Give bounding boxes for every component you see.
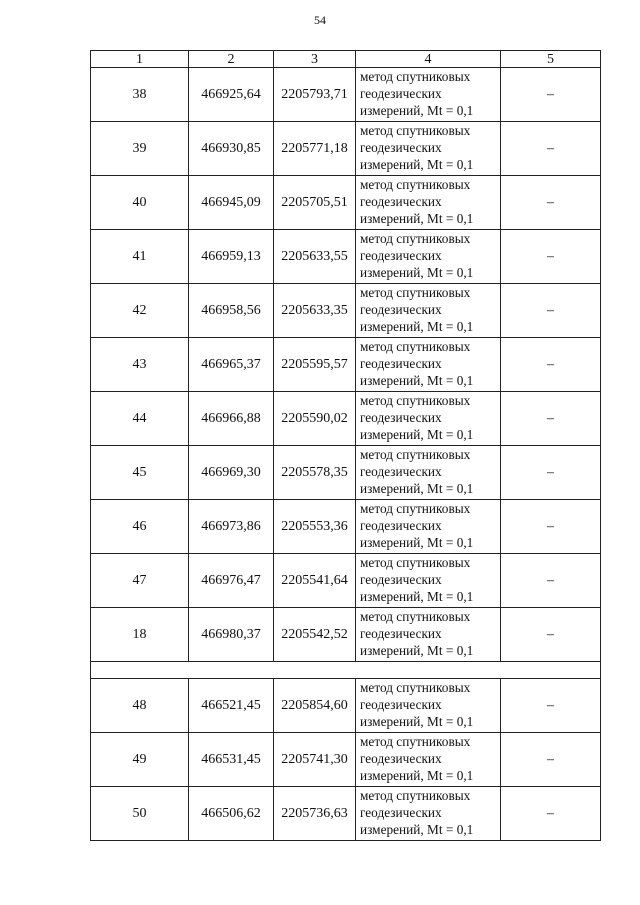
note-cell: – [501,554,601,608]
y-coordinate-cell: 2205633,35 [274,284,356,338]
column-header-4: 4 [356,51,501,68]
table-row [91,230,601,284]
y-coordinate-cell: 2205633,55 [274,230,356,284]
method-line: измерений, Mt = 0,1 [360,102,474,118]
method-cell [356,230,501,284]
x-coordinate-cell: 466958,56 [189,284,274,338]
method-line: метод спутниковых [360,69,471,84]
point-number-cell: 50 [91,787,189,841]
method-line: геодезических [360,139,442,155]
note-cell: – [501,392,601,446]
method-line: геодезических [360,301,442,317]
note-cell: – [501,787,601,841]
method-line: метод спутниковых [360,788,471,803]
table-row [91,68,601,122]
y-coordinate-cell: 2205854,60 [274,679,356,733]
note-cell: – [501,176,601,230]
method-line: метод спутниковых [360,680,471,695]
point-number-cell: 41 [91,230,189,284]
method-line: измерений, Mt = 0,1 [360,426,474,442]
method-line: измерений, Mt = 0,1 [360,156,474,172]
method-line: геодезических [360,85,442,101]
method-cell [356,284,501,338]
method-cell [356,446,501,500]
method-line: метод спутниковых [360,231,471,246]
point-number-cell: 39 [91,122,189,176]
table-row [91,787,601,841]
table-row [91,176,601,230]
table-row [91,338,601,392]
method-cell [356,554,501,608]
method-line: измерений, Mt = 0,1 [360,534,474,550]
method-cell [356,608,501,662]
table-header [91,51,601,68]
y-coordinate-cell: 2205578,35 [274,446,356,500]
y-coordinate-cell: 2205542,52 [274,608,356,662]
x-coordinate-cell: 466976,47 [189,554,274,608]
method-line: метод спутниковых [360,609,471,624]
method-line: геодезических [360,571,442,587]
y-coordinate-cell: 2205595,57 [274,338,356,392]
y-coordinate-cell: 2205705,51 [274,176,356,230]
method-line: измерений, Mt = 0,1 [360,821,474,837]
note-cell: – [501,608,601,662]
method-line: геодезических [360,247,442,263]
note-cell: – [501,68,601,122]
method-line: измерений, Mt = 0,1 [360,642,474,658]
method-line: метод спутниковых [360,177,471,192]
note-cell: – [501,284,601,338]
method-line: метод спутниковых [360,447,471,462]
method-line: измерений, Mt = 0,1 [360,318,474,334]
method-line: измерений, Mt = 0,1 [360,210,474,226]
x-coordinate-cell: 466506,62 [189,787,274,841]
method-line: измерений, Mt = 0,1 [360,480,474,496]
x-coordinate-cell: 466531,45 [189,733,274,787]
x-coordinate-cell: 466925,64 [189,68,274,122]
x-coordinate-cell: 466980,37 [189,608,274,662]
method-cell [356,392,501,446]
method-line: метод спутниковых [360,501,471,516]
method-cell [356,500,501,554]
table-row [91,500,601,554]
method-line: геодезических [360,517,442,533]
method-line: геодезических [360,750,442,766]
method-line: геодезических [360,696,442,712]
point-number-cell: 45 [91,446,189,500]
note-cell: – [501,446,601,500]
y-coordinate-cell: 2205736,63 [274,787,356,841]
method-line: измерений, Mt = 0,1 [360,713,474,729]
method-line: метод спутниковых [360,393,471,408]
method-line: метод спутниковых [360,339,471,354]
y-coordinate-cell: 2205541,64 [274,554,356,608]
note-cell: – [501,122,601,176]
point-number-cell: 46 [91,500,189,554]
x-coordinate-cell: 466973,86 [189,500,274,554]
method-line: метод спутниковых [360,123,471,138]
column-header-2: 2 [189,51,274,68]
method-line: метод спутниковых [360,555,471,570]
x-coordinate-cell: 466930,85 [189,122,274,176]
point-number-cell: 47 [91,554,189,608]
table-row [91,446,601,500]
x-coordinate-cell: 466959,13 [189,230,274,284]
point-number-cell: 40 [91,176,189,230]
y-coordinate-cell: 2205590,02 [274,392,356,446]
method-line: геодезических [360,463,442,479]
x-coordinate-cell: 466945,09 [189,176,274,230]
method-cell [356,338,501,392]
method-cell [356,733,501,787]
y-coordinate-cell: 2205793,71 [274,68,356,122]
coordinates-table [90,50,601,841]
method-line: измерений, Mt = 0,1 [360,372,474,388]
method-line: измерений, Mt = 0,1 [360,264,474,280]
method-line: измерений, Mt = 0,1 [360,767,474,783]
table-row [91,679,601,733]
note-cell: – [501,500,601,554]
table-row [91,608,601,662]
x-coordinate-cell: 466521,45 [189,679,274,733]
y-coordinate-cell: 2205741,30 [274,733,356,787]
table-row [91,392,601,446]
method-line: геодезических [360,355,442,371]
y-coordinate-cell: 2205771,18 [274,122,356,176]
method-line: геодезических [360,193,442,209]
method-cell [356,176,501,230]
header-row [91,51,601,68]
table-row [91,733,601,787]
x-coordinate-cell: 466969,30 [189,446,274,500]
y-coordinate-cell: 2205553,36 [274,500,356,554]
method-line: метод спутниковых [360,285,471,300]
table-row [91,122,601,176]
point-number-cell: 48 [91,679,189,733]
method-cell [356,679,501,733]
table-row [91,554,601,608]
note-cell: – [501,338,601,392]
column-header-5: 5 [501,51,601,68]
method-line: измерений, Mt = 0,1 [360,588,474,604]
method-cell [356,122,501,176]
note-cell: – [501,230,601,284]
method-cell [356,787,501,841]
x-coordinate-cell: 466965,37 [189,338,274,392]
method-line: метод спутниковых [360,734,471,749]
point-number-cell: 43 [91,338,189,392]
note-cell: – [501,679,601,733]
page-number: 54 [314,13,326,27]
x-coordinate-cell: 466966,88 [189,392,274,446]
method-line: геодезических [360,625,442,641]
table-row [91,284,601,338]
point-number-cell: 42 [91,284,189,338]
column-header-1: 1 [91,51,189,68]
method-line: геодезических [360,804,442,820]
point-number-cell: 49 [91,733,189,787]
point-number-cell: 44 [91,392,189,446]
separator-cell [91,662,601,679]
point-number-cell: 38 [91,68,189,122]
method-line: геодезических [360,409,442,425]
method-cell [356,68,501,122]
point-number-cell: 18 [91,608,189,662]
separator-row [91,662,601,679]
column-header-3: 3 [274,51,356,68]
note-cell: – [501,733,601,787]
table-body [91,68,601,841]
